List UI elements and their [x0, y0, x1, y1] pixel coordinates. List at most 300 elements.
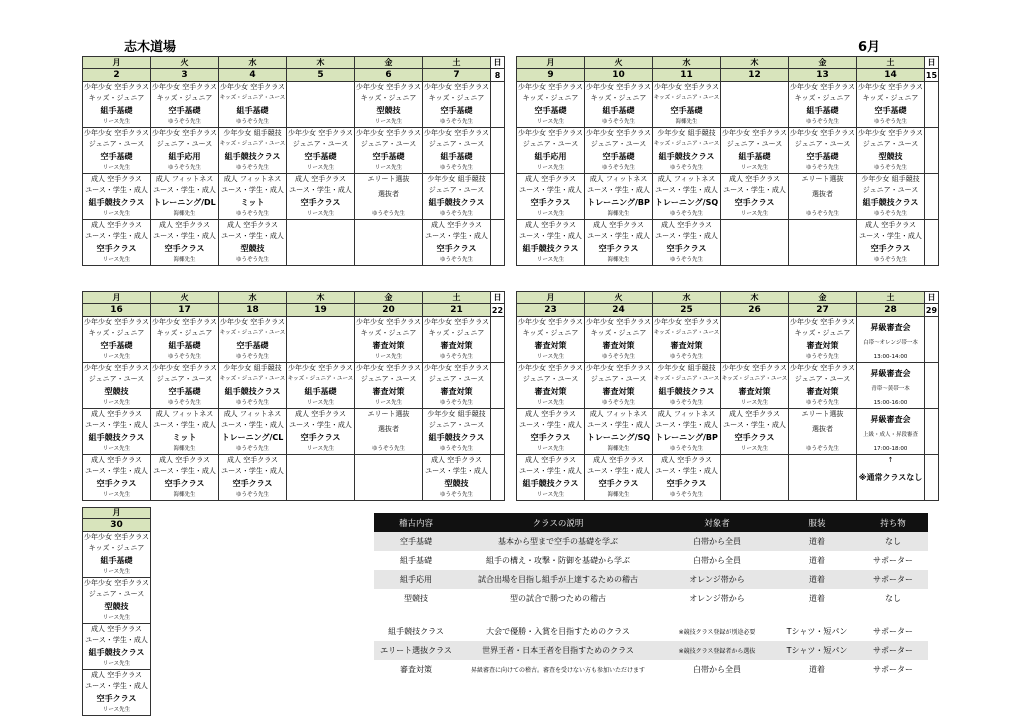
class-category: 成人 空手クラス: [660, 456, 712, 464]
class-cell[interactable]: [83, 578, 151, 624]
class-teacher: リース先生: [102, 706, 131, 713]
class-teacher: リース先生: [374, 399, 403, 406]
class-cell[interactable]: [789, 128, 857, 174]
class-cell[interactable]: [355, 317, 423, 363]
class-category: 成人 フィットネス: [657, 410, 716, 418]
class-category: 成人 フィットネス: [223, 175, 282, 183]
class-name: 組手応用: [168, 151, 201, 161]
class-category: 成人 フィットネス: [155, 175, 214, 183]
class-entry: [585, 174, 652, 219]
class-cell[interactable]: [857, 455, 925, 501]
class-name: 組手応用: [534, 151, 567, 161]
legend-row: [374, 532, 928, 551]
class-entry: [653, 455, 720, 500]
class-name: ※通常クラスなし: [858, 473, 923, 482]
class-name: 組手基礎: [440, 151, 473, 161]
day-of-week: 火: [151, 57, 219, 69]
class-cell[interactable]: [517, 409, 585, 455]
class-cell[interactable]: [789, 82, 857, 128]
sunday-cell: [925, 363, 939, 409]
class-entry: [151, 82, 218, 127]
class-name: 組手基礎: [602, 105, 635, 115]
sunday-label: 日: [925, 57, 939, 69]
day-date: 12: [721, 69, 789, 82]
class-cell[interactable]: [355, 174, 423, 220]
class-entry: [789, 409, 856, 454]
class-entry: [83, 624, 150, 669]
class-cell[interactable]: [585, 174, 653, 220]
class-cell[interactable]: [219, 128, 287, 174]
class-cell[interactable]: [721, 409, 789, 455]
sunday-cell: [491, 317, 505, 363]
day-of-week: 月: [83, 57, 151, 69]
class-category: 成人 空手クラス: [728, 410, 780, 418]
class-cell[interactable]: [585, 220, 653, 266]
class-target: ユース・学生・成人: [655, 421, 718, 430]
class-name: 審査対策: [372, 340, 405, 350]
class-category: 少年少女 空手クラス: [423, 364, 489, 372]
class-cell[interactable]: [151, 363, 219, 409]
class-teacher: リース先生: [102, 491, 131, 498]
class-cell[interactable]: [83, 174, 151, 220]
class-category: 少年少女 空手クラス: [517, 364, 583, 372]
class-category: 少年少女 空手クラス: [721, 364, 787, 372]
class-category: 成人 空手クラス: [90, 410, 142, 418]
class-cell[interactable]: [83, 409, 151, 455]
class-cell[interactable]: [653, 220, 721, 266]
sunday-date: 29: [925, 305, 938, 315]
class-teacher: ゆうぞう先生: [439, 164, 473, 171]
class-entry: [287, 174, 354, 219]
class-cell[interactable]: [219, 82, 287, 128]
legend-cell: 組手の構え・攻撃・防御を基礎から学ぶ: [486, 556, 630, 565]
class-target: ユース・学生・成人: [519, 232, 582, 241]
class-entry: [151, 174, 218, 219]
class-category: 少年少女 空手クラス: [151, 83, 217, 91]
class-cell[interactable]: [653, 317, 721, 363]
class-cell[interactable]: [789, 174, 857, 220]
class-cell[interactable]: [83, 128, 151, 174]
class-cell[interactable]: [857, 174, 925, 220]
class-name: 空手クラス: [96, 243, 137, 253]
class-category: 少年少女 空手クラス: [789, 364, 855, 372]
sunday-cell: [925, 317, 939, 363]
day-of-week: 金: [355, 57, 423, 69]
class-category: 少年少女 空手クラス: [355, 364, 421, 372]
class-entry: [83, 578, 150, 623]
class-category: 少年少女 空手クラス: [789, 129, 855, 137]
class-cell[interactable]: [517, 174, 585, 220]
class-entry: [151, 317, 218, 362]
class-cell[interactable]: [287, 409, 355, 455]
class-category: ↑: [887, 456, 894, 464]
day-date: 3: [151, 69, 219, 82]
legend-header-row: [374, 513, 928, 532]
class-name: 組手競技クラス: [88, 432, 145, 442]
class-target: キッズ・ジュニア: [156, 329, 213, 338]
calendar-week-1: [82, 56, 939, 266]
sunday-label: 日: [925, 292, 939, 304]
legend-cell: Tシャツ・短パン: [776, 641, 858, 660]
class-target: ジュニア・ユース: [360, 375, 417, 384]
class-cell[interactable]: [83, 624, 151, 670]
class-cell[interactable]: [83, 532, 151, 578]
class-cell: [287, 317, 355, 363]
class-category: 成人 空手クラス: [294, 410, 346, 418]
class-entry: [287, 363, 354, 408]
legend-cell: 組手基礎: [400, 556, 432, 565]
day-of-week: 月: [83, 508, 151, 519]
class-entry: [857, 220, 924, 265]
class-category: 少年少女 空手クラス: [423, 83, 489, 91]
class-target: ユース・学生・成人: [153, 232, 216, 241]
class-teacher: リース先生: [102, 118, 131, 125]
day-of-week: 木: [721, 292, 789, 304]
class-cell[interactable]: [653, 455, 721, 501]
class-cell[interactable]: [585, 128, 653, 174]
class-cell[interactable]: [789, 409, 857, 455]
class-teacher: ゆうぞう先生: [167, 164, 201, 171]
day-of-week: 土: [857, 57, 925, 69]
class-category: 少年少女 空手クラス: [517, 129, 583, 137]
class-name: 型競技: [376, 105, 401, 115]
class-cell[interactable]: [423, 174, 491, 220]
class-category: 少年少女 空手クラス: [517, 318, 583, 326]
dojo-title: 志木道場: [124, 40, 177, 55]
class-name: 型競技: [104, 386, 129, 396]
class-target: ユース・学生・成人: [85, 467, 148, 476]
class-cell[interactable]: [83, 670, 151, 716]
day-date: 7: [423, 69, 491, 82]
class-cell[interactable]: [355, 409, 423, 455]
class-cell[interactable]: [857, 82, 925, 128]
legend-header-cell: 持ち物: [858, 513, 928, 532]
class-entry: [423, 455, 490, 500]
class-target: ユース・学生・成人: [723, 421, 786, 430]
legend-blank-cell: [374, 608, 458, 622]
class-entry: [287, 128, 354, 173]
class-entry: [517, 409, 584, 454]
class-cell[interactable]: [355, 82, 423, 128]
class-entry: [653, 128, 720, 173]
class-cell: [287, 220, 355, 266]
sunday-cell: [925, 82, 939, 128]
class-name: 審査対策: [602, 386, 635, 396]
class-cell: [355, 220, 423, 266]
class-category: 少年少女 空手クラス: [857, 129, 923, 137]
class-cell[interactable]: [857, 220, 925, 266]
class-target: ユース・学生・成人: [587, 186, 650, 195]
class-name: 組手競技クラス: [88, 197, 145, 207]
class-entry: [355, 82, 422, 127]
class-cell[interactable]: [151, 220, 219, 266]
class-category: 成人 空手クラス: [226, 456, 278, 464]
class-entry: [219, 82, 286, 127]
class-cell[interactable]: [653, 409, 721, 455]
day-date: 10: [585, 69, 653, 82]
legend-cell: 大会で優勝・入賞を目指すためのクラス: [486, 627, 630, 636]
class-teacher: ゆうぞう先生: [805, 118, 839, 125]
class-cell[interactable]: [287, 174, 355, 220]
class-category: 成人 空手クラス: [294, 175, 346, 183]
class-cell[interactable]: [585, 363, 653, 409]
class-cell[interactable]: [585, 82, 653, 128]
class-cell[interactable]: [83, 220, 151, 266]
class-cell[interactable]: [355, 363, 423, 409]
class-teacher: リース先生: [374, 118, 403, 125]
class-entry: [151, 455, 218, 500]
class-cell[interactable]: [151, 128, 219, 174]
class-entry: [585, 82, 652, 127]
class-cell[interactable]: [517, 220, 585, 266]
class-name: 審査対策: [534, 340, 567, 350]
class-cell[interactable]: [517, 82, 585, 128]
class-teacher: ゆうぞう先生: [873, 118, 907, 125]
class-name: 組手競技クラス: [224, 386, 281, 396]
class-cell[interactable]: [517, 455, 585, 501]
class-teacher: ゆうぞう先生: [669, 445, 703, 452]
class-cell[interactable]: [653, 82, 721, 128]
class-cell[interactable]: [789, 363, 857, 409]
class-name: トレーニング/BP: [587, 197, 650, 207]
class-category: 少年少女 空手クラス: [585, 129, 651, 137]
class-target: ユース・学生・成人: [655, 232, 718, 241]
class-cell[interactable]: [423, 220, 491, 266]
class-cell[interactable]: [585, 317, 653, 363]
class-entry: [83, 128, 150, 173]
class-cell: [355, 455, 423, 501]
class-cell[interactable]: [151, 455, 219, 501]
class-target: ジュニア・ユース: [862, 186, 919, 195]
class-teacher: リース先生: [102, 164, 131, 171]
class-entry: [585, 220, 652, 265]
legend-cell: エリート選抜クラス: [374, 641, 458, 660]
class-cell[interactable]: [151, 174, 219, 220]
legend-cell: 道着: [776, 532, 858, 551]
class-cell[interactable]: [721, 174, 789, 220]
class-category: 少年少女 空手クラス: [83, 533, 149, 541]
class-teacher: リース先生: [536, 353, 565, 360]
class-cell[interactable]: [287, 128, 355, 174]
class-teacher: リース先生: [306, 210, 335, 217]
class-name: 組手競技クラス: [522, 478, 579, 488]
class-name: 組手競技クラス: [88, 647, 145, 657]
week-gap: [505, 292, 517, 304]
class-cell[interactable]: [423, 409, 491, 455]
class-cell[interactable]: [151, 82, 219, 128]
class-teacher: リース先生: [102, 445, 131, 452]
class-cell[interactable]: [423, 128, 491, 174]
class-teacher: ゆうぞう先生: [805, 399, 839, 406]
class-entry: [517, 174, 584, 219]
class-category: 成人 空手クラス: [90, 625, 142, 633]
class-entry: [151, 363, 218, 408]
class-cell[interactable]: [423, 363, 491, 409]
class-name: 空手クラス: [734, 432, 775, 442]
class-cell[interactable]: [83, 317, 151, 363]
class-cell[interactable]: [857, 128, 925, 174]
class-teacher: ゆうぞう先生: [167, 118, 201, 125]
day-of-week: 土: [423, 292, 491, 304]
class-cell[interactable]: [219, 220, 287, 266]
class-target: 選抜者: [812, 189, 833, 198]
class-name: 審査対策: [670, 340, 703, 350]
class-cell[interactable]: [653, 128, 721, 174]
legend-blank-cell: [776, 608, 858, 622]
legend-cell: 空手基礎: [374, 532, 458, 551]
sunday-date: 15: [925, 70, 938, 80]
class-entry: [219, 220, 286, 265]
class-category: 成人 空手クラス: [90, 671, 142, 679]
day-of-week: 金: [789, 57, 857, 69]
class-cell[interactable]: [721, 128, 789, 174]
class-entry: [517, 455, 584, 500]
class-target: ジュニア・ユース: [794, 375, 851, 384]
class-teacher: リース先生: [102, 614, 131, 621]
class-target: キッズ・ジュニア: [360, 94, 417, 103]
class-entry: [857, 82, 924, 127]
class-cell[interactable]: [653, 174, 721, 220]
class-target: ユース・学生・成人: [289, 421, 352, 430]
class-target: キッズ・ジュニア: [590, 94, 647, 103]
class-entry: [83, 670, 150, 715]
sunday-date: 8: [491, 69, 505, 82]
class-teacher: ゆうぞう先生: [805, 445, 839, 452]
class-category: 成人 空手クラス: [524, 410, 576, 418]
class-cell[interactable]: [857, 409, 925, 455]
class-target: キッズ・ジュニア: [88, 544, 145, 553]
class-cell[interactable]: [219, 363, 287, 409]
class-category: 少年少女 空手クラス: [287, 129, 353, 137]
class-cell[interactable]: [83, 363, 151, 409]
class-name: 型競技: [444, 478, 469, 488]
class-target: キッズ・ジュニア・ユース: [653, 95, 720, 102]
class-name: トレーニング/BP: [655, 432, 718, 442]
class-name: 空手クラス: [666, 243, 707, 253]
class-category: 少年少女 空手クラス: [355, 83, 421, 91]
legend-cell: Tシャツ・短パン: [786, 627, 848, 636]
class-category: 少年少女 組手競技: [861, 175, 920, 183]
class-cell[interactable]: [423, 455, 491, 501]
class-name: 空手基礎: [534, 105, 567, 115]
class-teacher: リース先生: [740, 164, 769, 171]
class-target: キッズ・ジュニア: [522, 329, 579, 338]
class-teacher: リース先生: [102, 210, 131, 217]
class-category: 少年少女 空手クラス: [653, 318, 719, 326]
class-teacher: リース先生: [102, 256, 131, 263]
class-cell[interactable]: [83, 455, 151, 501]
class-cell[interactable]: [517, 128, 585, 174]
class-cell[interactable]: [423, 317, 491, 363]
class-name: 組手基礎: [236, 105, 269, 115]
class-category: 成人 空手クラス: [90, 221, 142, 229]
class-cell[interactable]: [721, 363, 789, 409]
class-name: 空手基礎: [440, 105, 473, 115]
class-target: 選抜者: [812, 424, 833, 433]
week-gap: [505, 304, 517, 317]
day-of-week: 金: [355, 292, 423, 304]
class-entry: [857, 363, 924, 408]
legend-header-cell: 服装: [776, 513, 858, 532]
class-cell[interactable]: [653, 363, 721, 409]
class-cell[interactable]: [151, 317, 219, 363]
class-entry: [721, 174, 788, 219]
class-entry: [83, 455, 150, 500]
class-entry: [585, 317, 652, 362]
sunday-cell: [491, 409, 505, 455]
class-entry: [83, 409, 150, 454]
class-entry: [423, 128, 490, 173]
class-category: 少年少女 空手クラス: [83, 83, 149, 91]
class-cell[interactable]: [219, 317, 287, 363]
legend-cell: 道着: [809, 556, 825, 565]
class-teacher: ゆうぞう先生: [371, 445, 405, 452]
class-target: ジュニア・ユース: [88, 140, 145, 149]
class-cell[interactable]: [355, 128, 423, 174]
class-cell[interactable]: [789, 317, 857, 363]
class-target: ユース・学生・成人: [221, 232, 284, 241]
class-teacher: 15:00-16:00: [873, 399, 908, 406]
class-cell[interactable]: [585, 455, 653, 501]
class-name: 空手基礎: [670, 105, 703, 115]
class-category: エリート選抜: [801, 175, 844, 183]
class-cell[interactable]: [585, 409, 653, 455]
class-cell[interactable]: [219, 455, 287, 501]
legend-header-cell: 稽古内容: [374, 513, 458, 532]
class-cell[interactable]: [151, 409, 219, 455]
class-entry: [653, 82, 720, 127]
legend-cell: 審査対策: [400, 665, 432, 674]
class-entry: [585, 409, 652, 454]
class-cell[interactable]: [517, 363, 585, 409]
class-cell: [287, 82, 355, 128]
legend-row: [374, 570, 928, 589]
class-name: 空手クラス: [300, 432, 341, 442]
class-name: 組手競技クラス: [658, 151, 715, 161]
class-cell[interactable]: [287, 363, 355, 409]
class-cell[interactable]: [219, 409, 287, 455]
class-category: エリート選抜: [801, 410, 844, 418]
class-category: 成人 空手クラス: [524, 175, 576, 183]
class-entry: [857, 455, 924, 500]
class-target: キッズ・ジュニア・ユース: [721, 376, 788, 383]
class-target: ユース・学生・成人: [425, 232, 488, 241]
class-category: 少年少女 空手クラス: [219, 318, 285, 326]
class-cell[interactable]: [219, 174, 287, 220]
class-target: ジュニア・ユース: [522, 375, 579, 384]
class-teacher: 17:00-18:00: [873, 445, 908, 452]
class-cell[interactable]: [517, 317, 585, 363]
calendar-extra-day: [82, 507, 151, 716]
class-teacher: ゆうぞう先生: [371, 210, 405, 217]
class-teacher: ゆうぞう先生: [805, 353, 839, 360]
day-date: 11: [653, 69, 721, 82]
day-date: 13: [789, 69, 857, 82]
class-teacher: リース先生: [536, 399, 565, 406]
class-target: ジュニア・ユース: [726, 140, 783, 149]
class-cell[interactable]: [83, 82, 151, 128]
class-name: 審査対策: [440, 386, 473, 396]
class-cell[interactable]: [857, 317, 925, 363]
class-target: ユース・学生・成人: [425, 467, 488, 476]
class-cell[interactable]: [423, 82, 491, 128]
class-teacher: リース先生: [374, 353, 403, 360]
class-cell[interactable]: [857, 363, 925, 409]
class-name: 空手クラス: [666, 478, 707, 488]
sunday-cell: [925, 128, 939, 174]
class-target: ジュニア・ユース: [360, 140, 417, 149]
day-of-week: 木: [287, 292, 355, 304]
